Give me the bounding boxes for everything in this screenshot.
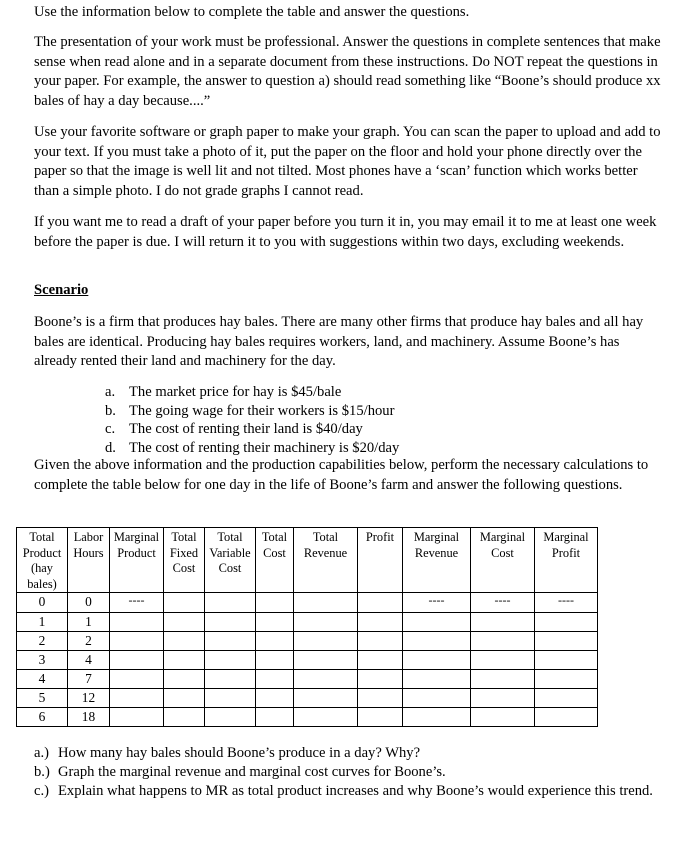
table-cell: 4 (68, 651, 110, 670)
table-cell: 0 (17, 593, 68, 613)
table-cell (164, 651, 205, 670)
table-cell (403, 670, 471, 689)
table-cell (403, 632, 471, 651)
table-cell (110, 632, 164, 651)
table-cell: 7 (68, 670, 110, 689)
table-cell: ---- (535, 593, 598, 613)
table-cell (294, 708, 358, 727)
table-row (17, 593, 598, 613)
table-cell (256, 708, 294, 727)
question-item: a.) How many hay bales should Boone’s produce in a day? Why? (34, 745, 421, 761)
table-cell (164, 670, 205, 689)
scenario-heading: Scenario (34, 282, 89, 298)
table-cell (358, 708, 403, 727)
table-cell (403, 651, 471, 670)
production-cost-table (16, 527, 598, 727)
table-cell: 3 (17, 651, 68, 670)
table-cell (403, 708, 471, 727)
table-cell (256, 613, 294, 632)
table-cell: 5 (17, 689, 68, 708)
table-cell (110, 670, 164, 689)
table-cell (358, 613, 403, 632)
calculation-instruction: Given the above information and the production capabilities below, perform the necessary calculations to complete the table below for one day in the life of Boone’s farm and answer the following questions. (34, 457, 649, 493)
table-cell (471, 670, 535, 689)
column-header: Marginal Revenue (403, 528, 471, 593)
column-header: Total Product (hay bales) (17, 528, 68, 593)
table-cell (535, 708, 598, 727)
column-header: Marginal Profit (535, 528, 598, 593)
list-item: d. The cost of renting their machinery is $20/day (105, 439, 400, 456)
scenario-paragraph: Boone’s is a firm that produces hay bales. There are many other firms that produce hay bales and all hay bales are identical. Producing hay bales requires workers, land, and machinery. Assume Boone’s has already rented their land and machinery for the day. (34, 314, 644, 370)
table-cell (256, 670, 294, 689)
column-header: Marginal Cost (471, 528, 535, 593)
table-row (17, 689, 598, 708)
graph-paragraph: Use your favorite software or graph paper to make your graph. You can scan the paper to upload and add to your text. If you must take a photo of it, put the paper on the floor and hold your phone directly over the paper so that the image is well lit and not tilted. Most phones have a ‘scan’ function which works better than a simple photo. I do not grade graphs I cannot read. (34, 124, 661, 199)
list-item: c. The cost of renting their land is $40/day (105, 421, 363, 437)
table-cell: 2 (17, 632, 68, 651)
column-header: Labor Hours (68, 528, 110, 593)
table-cell (294, 651, 358, 670)
table-row (17, 651, 598, 670)
table-cell (471, 613, 535, 632)
table-cell (535, 670, 598, 689)
table-cell (294, 632, 358, 651)
table-cell (294, 613, 358, 632)
table-cell (164, 708, 205, 727)
table-cell (256, 689, 294, 708)
table-cell: 1 (68, 613, 110, 632)
column-header: Total Variable Cost (205, 528, 256, 593)
table-cell (471, 708, 535, 727)
table-cell: ---- (110, 593, 164, 613)
scenario-list (105, 383, 399, 457)
column-header: Total Cost (256, 528, 294, 593)
table-cell (205, 651, 256, 670)
table-cell (294, 593, 358, 613)
table-row (17, 670, 598, 689)
table-cell (358, 670, 403, 689)
table-cell (256, 593, 294, 613)
table-cell (535, 632, 598, 651)
table-cell (535, 689, 598, 708)
table-cell (535, 651, 598, 670)
column-header: Profit (358, 528, 403, 593)
table-cell (110, 708, 164, 727)
table-cell (294, 689, 358, 708)
table-cell: 18 (68, 708, 110, 727)
table-cell (164, 632, 205, 651)
table-cell: ---- (403, 593, 471, 613)
table-cell (205, 670, 256, 689)
column-header: Total Fixed Cost (164, 528, 205, 593)
table-cell (205, 632, 256, 651)
table-cell (256, 651, 294, 670)
table-cell (164, 613, 205, 632)
table-cell (256, 632, 294, 651)
table-cell (358, 651, 403, 670)
table-cell: ---- (471, 593, 535, 613)
table-cell (403, 689, 471, 708)
table-cell (358, 689, 403, 708)
list-item: a. The market price for hay is $45/bale (105, 384, 342, 400)
table-cell (403, 613, 471, 632)
draft-paragraph: If you want me to read a draft of your paper before you turn it in, you may email it to me at least one week before the paper is due. I will return it to you with suggestions within two days, excluding weekends. (34, 214, 657, 250)
table-cell (471, 651, 535, 670)
table-cell (205, 708, 256, 727)
table-cell: 2 (68, 632, 110, 651)
table-cell (471, 632, 535, 651)
table-row (17, 708, 598, 727)
table-cell (110, 651, 164, 670)
question-item: c.) Explain what happens to MR as total product increases and why Boone’s would experience this trend. (34, 783, 653, 799)
table-cell (294, 670, 358, 689)
table-cell: 6 (17, 708, 68, 727)
table-cell: 4 (17, 670, 68, 689)
table-cell: 0 (68, 593, 110, 613)
table-cell (205, 689, 256, 708)
question-item: b.) Graph the marginal revenue and marginal cost curves for Boone’s. (34, 764, 446, 780)
presentation-paragraph: The presentation of your work must be professional. Answer the questions in complete sentences that make sense when read alone and in a separate document from these instructions. Do NOT repeat the questions in your paper. For example, the answer to question a) should read something like “Boone’s should produce xx bales of hay a day because....” (34, 34, 661, 109)
table-cell (110, 613, 164, 632)
table-cell (110, 689, 164, 708)
table-cell (164, 689, 205, 708)
table-cell (164, 593, 205, 613)
table-cell (471, 689, 535, 708)
table-row (17, 632, 598, 651)
question-list (34, 744, 662, 801)
table-row (17, 613, 598, 632)
table-cell: 12 (68, 689, 110, 708)
table-cell: 1 (17, 613, 68, 632)
column-header: Marginal Product (110, 528, 164, 593)
list-item: b. The going wage for their workers is $15/hour (105, 402, 395, 419)
table-cell (358, 632, 403, 651)
intro-instruction: Use the information below to complete the table and answer the questions. (34, 4, 470, 20)
table-cell (205, 593, 256, 613)
table-header-row (17, 528, 598, 593)
table-cell (358, 593, 403, 613)
table-cell (535, 613, 598, 632)
table-cell (205, 613, 256, 632)
column-header: Total Revenue (294, 528, 358, 593)
